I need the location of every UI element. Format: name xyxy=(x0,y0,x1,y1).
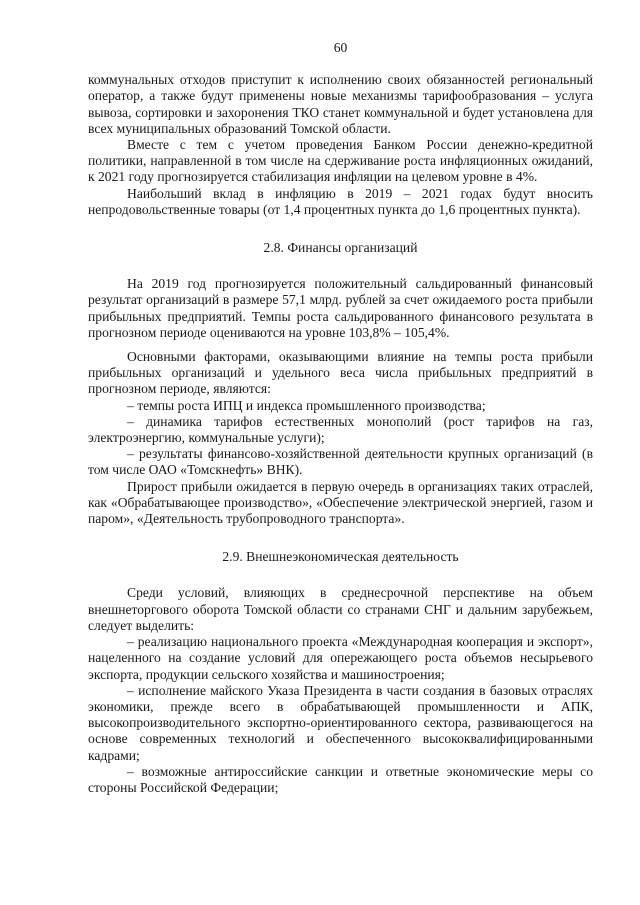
paragraph-trade-conditions: Среди условий, влияющих в среднесрочной перспективе на объем внешнеторгового оборота Томской области со странами СНГ и дальним зарубежьем, следует выделить: xyxy=(88,585,593,633)
list-item-large-organizations: – результаты финансово-хозяйственной деятельности крупных организаций (в том числе ОАО «Томскнефть» ВНК). xyxy=(88,446,593,478)
paragraph-profit-growth: Прирост прибыли ожидается в первую очередь в организациях таких отраслей, как «Обрабатывающее производство», «Обеспечение электрической энергией, газом и паром», «Деятельность трубопроводного транспорта». xyxy=(88,478,593,527)
section-heading-finance: 2.8. Финансы организаций xyxy=(263,240,418,256)
paragraph-inflation-stabilization: Вместе с тем с учетом проведения Банком России денежно-кредитной политики, направленной в том числе на сдерживание роста инфляционных ожиданий, к 2021 году прогнозируется стабилизация инфляции на целевом уровне в 4%. xyxy=(88,137,593,185)
paragraph-main-factors: Основными факторами, оказывающими влияние на темпы роста прибыли прибыльных организаций и удельного веса числа прибыльных предприятий в прогнозном периоде, являются: xyxy=(88,349,593,397)
paragraph-financial-result: На 2019 год прогнозируется положительный сальдированный финансовый результат организаций в размере 57,1 млрд. рублей за счет ожидаемого роста прибыли прибыльных предприятий. Темпы роста сальдированного финансового результата в прогнозном периоде оцениваются на уровне 103,8% – 105,4%. xyxy=(88,276,593,340)
section-heading-foreign-trade: 2.9. Внешнеэкономическая деятельность xyxy=(222,549,459,565)
list-item-presidential-decree: – исполнение майского Указа Президента в части создания в базовых отраслях экономики, прежде всего в обрабатывающей промышленности и АПК, высокопроизводительного экспортно-ориентированного сектора, развивающегося на основе современных технологий и обеспеченного высококвалифицированными кадрами; xyxy=(88,682,593,763)
paragraph-waste-operator: коммунальных отходов приступит к исполнению своих обязанностей региональный оператор, а также будут применены новые механизмы тарифообразования – услуга вывоза, сортировки и захоронения ТКО станет коммунальной и будет установлена для всех муниципальных образований Томской области. xyxy=(88,72,593,136)
document-page xyxy=(88,40,593,796)
list-item-national-project: – реализацию национального проекта «Международная кооперация и экспорт», нацеленного на создание условий для опережающего роста объемов несырьевого экспорта, продукции сельского хозяйства и машиностроения; xyxy=(88,634,593,682)
list-item-cpi: – темпы роста ИПЦ и индекса промышленного производства; xyxy=(127,397,486,413)
page-number: 60 xyxy=(333,40,348,55)
paragraph-inflation-contribution: Наибольший вклад в инфляцию в 2019 – 2021 годах будут вносить непродовольственные товары (от 1,4 процентных пункта до 1,6 процентных пункта). xyxy=(88,185,593,217)
list-item-sanctions: – возможные антироссийские санкции и ответные экономические меры со стороны Российской Федерации; xyxy=(88,763,593,795)
list-item-tariffs: – динамика тарифов естественных монополий (рост тарифов на газ, электроэнергию, коммунальные услуги); xyxy=(88,413,593,446)
